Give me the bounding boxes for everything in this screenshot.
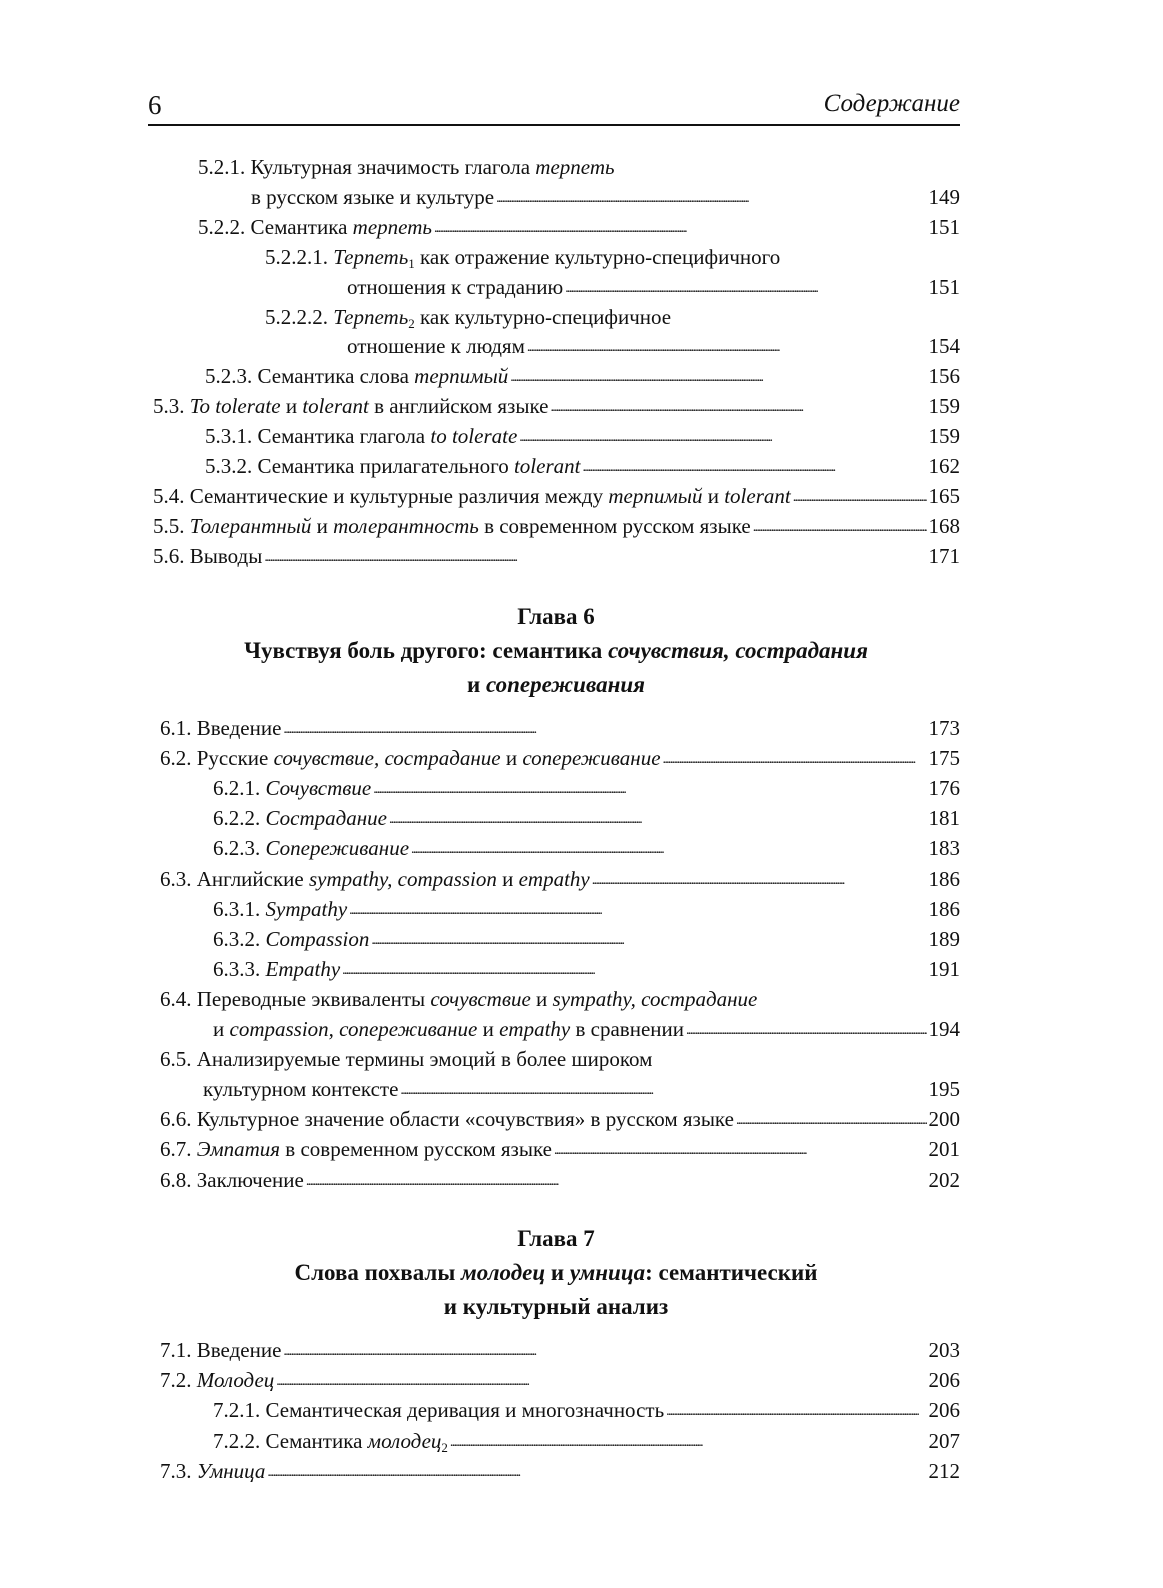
page-header <box>148 90 960 130</box>
chapter-7-label: Глава 7 <box>517 1226 595 1251</box>
toc-entry-page: 165 <box>928 483 960 508</box>
toc-leader-dots <box>510 359 926 393</box>
toc-entry-title: 6.7. Эмпатия в современном русском языке <box>160 1137 552 1162</box>
toc-leader-dots <box>686 1012 927 1046</box>
toc-entry <box>160 1104 960 1134</box>
toc-entry <box>205 451 960 481</box>
toc-entry <box>213 1395 960 1425</box>
toc-entry <box>347 272 960 302</box>
toc-entry-title: 7.2.2. Семантика молодец$_2$ <box>213 1428 448 1455</box>
toc-entry <box>213 833 960 863</box>
toc-entry-number: 5.2.2. <box>198 214 251 239</box>
toc-entry-title: отношения к страданию <box>347 274 564 299</box>
toc-entry-title: 6.4. Переводные эквиваленты сочувствие и sympathy, сострадание <box>160 986 758 1011</box>
toc-leader-dots <box>373 771 926 805</box>
toc-entry-number: 5.5. <box>153 513 190 538</box>
toc-entry <box>198 212 960 242</box>
toc-entry-page: 201 <box>928 1137 960 1162</box>
toc-entry-page: 202 <box>928 1167 960 1192</box>
toc-entry-page: 159 <box>928 424 960 449</box>
toc-entry <box>251 182 960 212</box>
toc-leader-dots <box>400 1072 926 1106</box>
toc-entry-title: 5.6. Выводы <box>153 543 263 568</box>
toc-entry-page: 162 <box>928 454 960 478</box>
toc-entry-number: 6.4. <box>160 986 197 1011</box>
toc-entry-title: 6.2.3. Сопереживание <box>213 836 410 861</box>
toc-entry-title: 5.5. Толерантный и толерантность в современном русском языке <box>153 513 751 538</box>
toc-entry-number: 7.3. <box>160 1458 197 1483</box>
toc-entry-page: 194 <box>928 1017 960 1041</box>
toc-entry-number: 5.3.2. <box>205 454 258 478</box>
toc-entry-page: 156 <box>928 364 960 389</box>
toc-entry-number: 6.3. <box>160 866 197 891</box>
toc-entry-title: 5.3.2. Семантика прилагательного tolerant <box>205 454 581 478</box>
toc-leader-dots <box>267 1454 926 1488</box>
toc-entry-page: 207 <box>928 1428 960 1453</box>
toc-leader-dots <box>283 1333 926 1367</box>
toc-entry-title: и compassion, сопереживание и empathy в сравнении <box>213 1017 684 1041</box>
toc-entry-number: 5.2.2.2. <box>265 304 334 329</box>
toc-entry <box>213 924 960 954</box>
toc-entry-number: 7.2.2. <box>213 1428 266 1453</box>
toc-entry-number: 7.2.1. <box>213 1398 266 1423</box>
toc-leader-dots <box>582 449 926 483</box>
toc-entry-title: 5.2.1. Культурная значимость глагола терпеть <box>198 155 615 179</box>
toc-entry-page: 206 <box>928 1398 960 1423</box>
toc-entry-page: 173 <box>928 716 960 740</box>
toc-entry-title: 6.1. Введение <box>160 716 282 740</box>
chapter-6-label: Глава 6 <box>517 604 595 629</box>
toc-entry-page: 186 <box>928 866 960 891</box>
toc-entry-page: 183 <box>928 836 960 861</box>
toc-entry-number: 5.6. <box>153 543 190 568</box>
toc-leader-dots <box>592 862 927 896</box>
toc-leader-dots <box>793 479 927 513</box>
toc-entry-page: 212 <box>928 1458 960 1483</box>
chapter-6-title-line2: и сопереживания <box>466 672 645 697</box>
toc-entry-number: 6.3.3. <box>213 956 266 981</box>
toc-entry-number: 5.3.1. <box>205 424 258 449</box>
toc-entry-page: 151 <box>928 274 960 299</box>
toc-entry <box>265 302 671 332</box>
toc-leader-dots <box>736 1102 927 1136</box>
toc-entry-number: 5.3. <box>153 394 190 419</box>
toc-entry-title: 6.2.1. Сочувствие <box>213 776 372 801</box>
toc-entry-page: 171 <box>928 543 960 568</box>
toc-leader-dots <box>663 741 927 775</box>
toc-leader-dots <box>306 1163 927 1197</box>
toc-entry <box>205 361 960 391</box>
toc-leader-dots <box>554 1132 927 1166</box>
toc-leader-dots <box>519 419 926 453</box>
toc-entry-title: 6.3.1. Sympathy <box>213 896 348 921</box>
toc-entry-title: в русском языке и культуре <box>251 184 495 209</box>
toc-entry <box>198 152 615 182</box>
toc-entry <box>160 743 960 773</box>
toc-entry-number: 6.8. <box>160 1167 197 1192</box>
toc-entry-number: 6.2.3. <box>213 836 266 861</box>
toc-entry-number: 6.3.1. <box>213 896 266 921</box>
toc-entry-title: культурном контексте <box>203 1077 399 1102</box>
toc-entry-title: 5.3.1. Семантика глагола to tolerate <box>205 424 518 449</box>
toc-leader-dots <box>565 270 926 304</box>
toc-entry <box>160 864 960 894</box>
toc-entry <box>153 541 960 571</box>
toc-entry-page: 159 <box>928 394 960 419</box>
header-rule <box>148 124 960 126</box>
toc-entry-title: 5.2.2. Семантика терпеть <box>198 214 432 239</box>
toc-entry <box>213 954 960 984</box>
toc-entry-number: 5.2.2.1. <box>265 244 334 269</box>
toc-entry-page: 200 <box>928 1107 960 1132</box>
toc-entry <box>160 1044 652 1074</box>
toc-entry-page: 168 <box>928 513 960 538</box>
toc-leader-dots <box>753 509 927 543</box>
toc-entry-title: 6.8. Заключение <box>160 1167 304 1192</box>
toc-leader-dots <box>371 922 926 956</box>
toc-entry <box>160 1365 960 1395</box>
toc-entry-title: 6.3.2. Compassion <box>213 926 370 951</box>
toc-entry-page: 151 <box>928 214 960 239</box>
toc-entry-number: 6.2.1. <box>213 776 266 801</box>
toc-entry-page: 189 <box>928 926 960 951</box>
toc-entry <box>203 1074 960 1104</box>
toc-leader-dots <box>276 1363 926 1397</box>
toc-leader-dots <box>264 539 926 573</box>
toc-leader-dots <box>389 801 927 835</box>
toc-entry <box>160 713 960 743</box>
toc-entry-page: 175 <box>928 746 960 771</box>
toc-entry <box>160 1165 960 1195</box>
toc-entry-number: 5.2.1. <box>198 155 251 179</box>
page-number: 6 <box>148 90 162 120</box>
toc-entry-title: 6.2. Русские сочувствие, сострадание и сопереживание <box>160 746 661 771</box>
toc-entry <box>160 984 757 1014</box>
toc-entry-title: 5.2.2.1. Терпеть$_1$ как отражение культурно-специфичного <box>265 244 781 271</box>
toc-entry <box>153 511 960 541</box>
toc-leader-dots <box>434 210 927 244</box>
toc-entry-title: 6.3. Английские sympathy, compassion и empathy <box>160 866 590 891</box>
toc-leader-dots <box>666 1393 926 1427</box>
toc-entry <box>265 242 780 272</box>
toc-leader-dots <box>283 711 926 745</box>
toc-entry-number: 6.6. <box>160 1107 197 1132</box>
toc-leader-dots <box>342 952 926 986</box>
toc-entry <box>213 803 960 833</box>
toc-leader-dots <box>411 831 926 865</box>
toc-entry-title: 7.2.1. Семантическая деривация и многозначность <box>213 1398 665 1423</box>
chapter-7-title-line1: Слова похвалы молодец и умница: семантический <box>294 1260 818 1285</box>
toc-entry-title: 7.2. Молодец <box>160 1368 275 1393</box>
toc-entry <box>213 1426 960 1456</box>
toc-entry-title: 5.3. To tolerate и tolerant в английском языке <box>153 394 549 419</box>
toc-entry-number: 6.5. <box>160 1047 197 1072</box>
chapter-7-title-line2: и культурный анализ <box>443 1294 669 1319</box>
toc-entry <box>205 421 960 451</box>
toc-entry-title: 5.4. Семантические и культурные различия между терпимый и tolerant <box>153 483 791 508</box>
toc-entry <box>213 773 960 803</box>
toc-entry-title: 6.5. Анализируемые термины эмоций в более широком <box>160 1047 653 1072</box>
toc-entry-page: 195 <box>928 1077 960 1102</box>
toc-entry-title: 7.1. Введение <box>160 1338 282 1362</box>
toc-leader-dots <box>527 329 927 363</box>
toc-entry-number: 6.2. <box>160 746 197 771</box>
chapter-6-heading <box>150 600 962 702</box>
toc-entry <box>160 1456 960 1486</box>
toc-entry-page: 186 <box>928 896 960 921</box>
toc-entry-number: 6.1. <box>160 716 197 740</box>
toc-entry <box>213 1014 960 1044</box>
toc-entry-title: 6.2.2. Сострадание <box>213 806 387 831</box>
toc-entry <box>153 481 960 511</box>
toc-entry-page: 181 <box>928 806 960 831</box>
toc-leader-dots <box>349 892 926 926</box>
chapter-7-heading <box>150 1222 962 1324</box>
toc-entry-page: 154 <box>928 334 960 359</box>
toc-entry-number: 5.2.3. <box>205 364 258 389</box>
toc-entry-title: 6.6. Культурное значение области «сочувствия» в русском языке <box>160 1107 734 1132</box>
toc-entry-page: 203 <box>928 1338 960 1362</box>
toc-entry <box>160 1335 960 1365</box>
toc-entry-title: 5.2.2.2. Терпеть$_2$ как культурно-специфичное <box>265 304 672 331</box>
toc-entry-number: 6.7. <box>160 1137 197 1162</box>
toc-entry-title: 5.2.3. Семантика слова терпимый <box>205 364 509 389</box>
toc-entry-page: 149 <box>928 184 960 209</box>
toc-leader-dots <box>550 389 926 423</box>
toc-leader-dots <box>496 180 926 214</box>
toc-entry <box>347 331 960 361</box>
toc-entry <box>160 1134 960 1164</box>
toc-entry-page: 191 <box>928 956 960 981</box>
toc-entry-page: 206 <box>928 1368 960 1393</box>
running-title: Содержание <box>823 90 960 117</box>
toc-entry-title: 6.3.3. Empathy <box>213 956 341 981</box>
toc-entry-number: 6.3.2. <box>213 926 266 951</box>
toc-leader-dots <box>450 1424 927 1458</box>
toc-entry-title: отношение к людям <box>347 334 525 359</box>
toc-entry-number: 6.2.2. <box>213 806 266 831</box>
toc-entry <box>153 391 960 421</box>
toc-entry-number: 7.2. <box>160 1368 197 1393</box>
toc-entry <box>213 894 960 924</box>
toc-entry-number: 7.1. <box>160 1338 197 1362</box>
toc-entry-number: 5.4. <box>153 483 190 508</box>
chapter-6-title-line1: Чувствуя боль другого: семантика сочувствия, сострадания <box>244 638 868 663</box>
toc-entry-page: 176 <box>928 776 960 801</box>
toc-entry-title: 7.3. Умница <box>160 1458 266 1483</box>
